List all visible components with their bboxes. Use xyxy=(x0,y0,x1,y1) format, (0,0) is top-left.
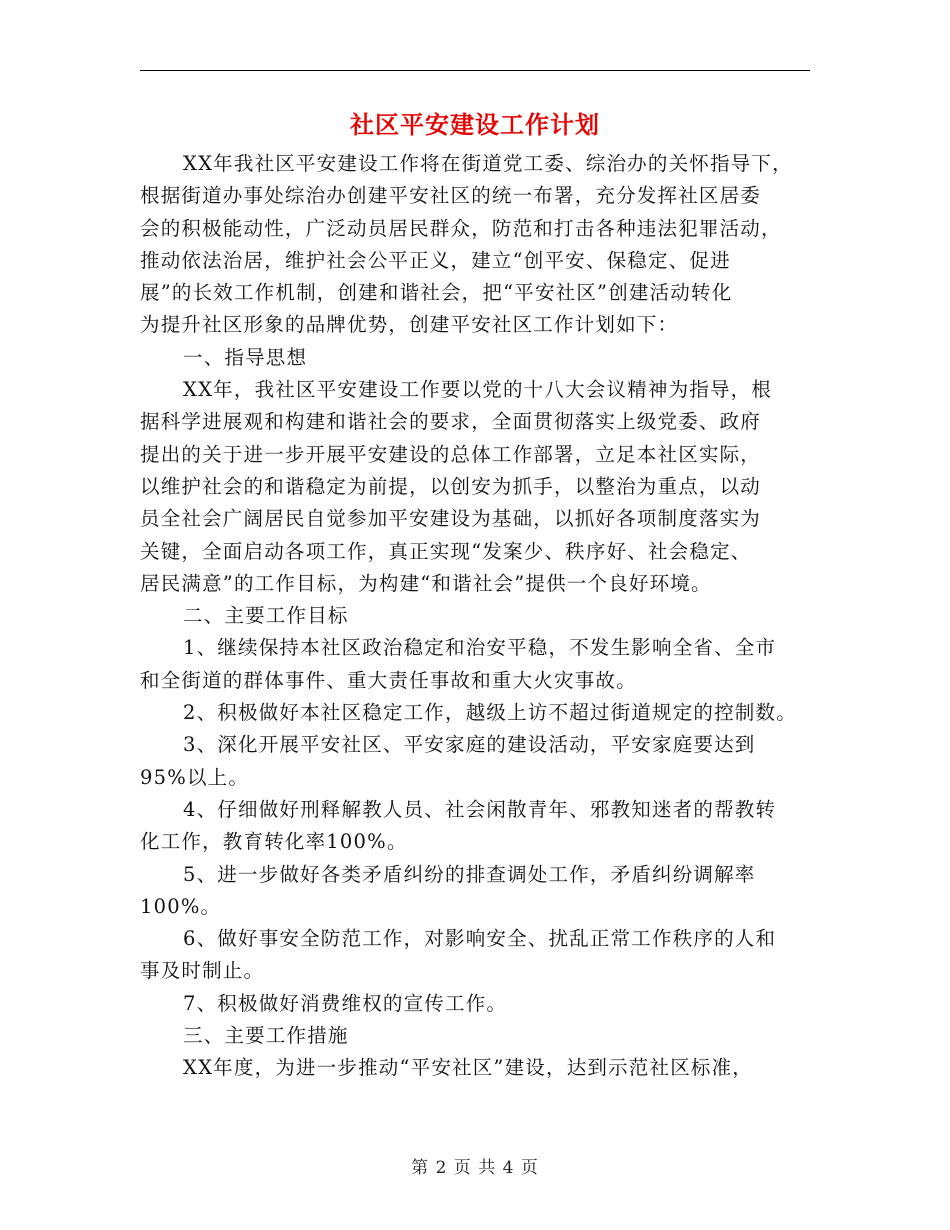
text-line: 二、主要工作目标 xyxy=(183,604,349,628)
page-footer: 第 2 页 共 4 页 xyxy=(411,1158,539,1178)
text-line: 三、主要工作措施 xyxy=(183,1024,349,1048)
text-line: 化工作，教育转化率100%。 xyxy=(140,830,408,854)
text-line: 提出的关于进一步开展平安建设的总体工作部署，立足本社区实际， xyxy=(140,442,762,466)
text-line: 2、积极做好本社区稳定工作，越级上访不超过街道规定的控制数。 xyxy=(183,701,797,725)
text-line: 根据街道办事处综治办创建平安社区的统一布署，充分发挥社区居委 xyxy=(140,184,762,208)
text-line: XX年度，为进一步推动“平安社区”建设，达到示范社区标准， xyxy=(183,1056,754,1080)
header-rule xyxy=(140,70,810,71)
text-line: 6、做好事安全防范工作，对影响安全、扰乱正常工作秩序的人和 xyxy=(183,927,777,951)
text-line: 展”的长效工作机制，创建和谐社会，把“平安社区”创建活动转化 xyxy=(140,281,733,305)
text-line: 员全社会广阔居民自觉参加平安建设为基础，以抓好各项制度落实为 xyxy=(140,507,762,531)
document-title: 社区平安建设工作计划 xyxy=(350,110,600,139)
text-line: 据科学进展观和构建和谐社会的要求，全面贯彻落实上级党委、政府 xyxy=(140,410,762,434)
text-line: XX年，我社区平安建设工作要以党的十八大会议精神为指导，根 xyxy=(183,378,773,402)
text-line: 5、进一步做好各类矛盾纠纷的排查调处工作，矛盾纠纷调解率 xyxy=(183,862,756,886)
text-line: 1、继续保持本社区政治稳定和治安平稳，不发生影响全省、全市 xyxy=(183,636,777,660)
text-line: 以维护社会的和谐稳定为前提，以创安为抓手，以整治为重点，以动 xyxy=(140,474,762,498)
text-line: 和全街道的群体事件、重大责任事故和重大火灾事故。 xyxy=(140,668,637,692)
text-line: 7、积极做好消费维权的宣传工作。 xyxy=(183,991,508,1015)
document-body xyxy=(140,148,820,1085)
text-line: XX年我社区平安建设工作将在街道党工委、综治办的关怀指导下， xyxy=(183,152,793,175)
text-line: 3、深化开展平安社区、平安家庭的建设活动，平安家庭要达到 xyxy=(183,733,756,757)
text-line: 95%以上。 xyxy=(140,765,250,789)
text-line: 会的积极能动性，广泛动员居民群众，防范和打击各种违法犯罪活动， xyxy=(140,216,782,240)
text-line: 事及时制止。 xyxy=(140,959,265,983)
text-line: 为提升社区形象的品牌优势，创建平安社区工作计划如下： xyxy=(140,313,679,337)
text-line: 100%。 xyxy=(140,894,222,918)
text-line: 推动依法治居，维护社会公平正义，建立“创平安、保稳定、促进 xyxy=(140,248,731,272)
text-line: 居民满意”的工作目标，为构建“和谐社会”提供一个良好环境。 xyxy=(140,571,712,595)
text-line: 关键，全面启动各项工作，真正实现“发案少、秩序好、社会稳定、 xyxy=(140,539,752,563)
text-line: 4、仔细做好刑释解教人员、社会闲散青年、邪教知迷者的帮教转 xyxy=(183,797,777,821)
text-line: 一、指导思想 xyxy=(183,345,308,369)
